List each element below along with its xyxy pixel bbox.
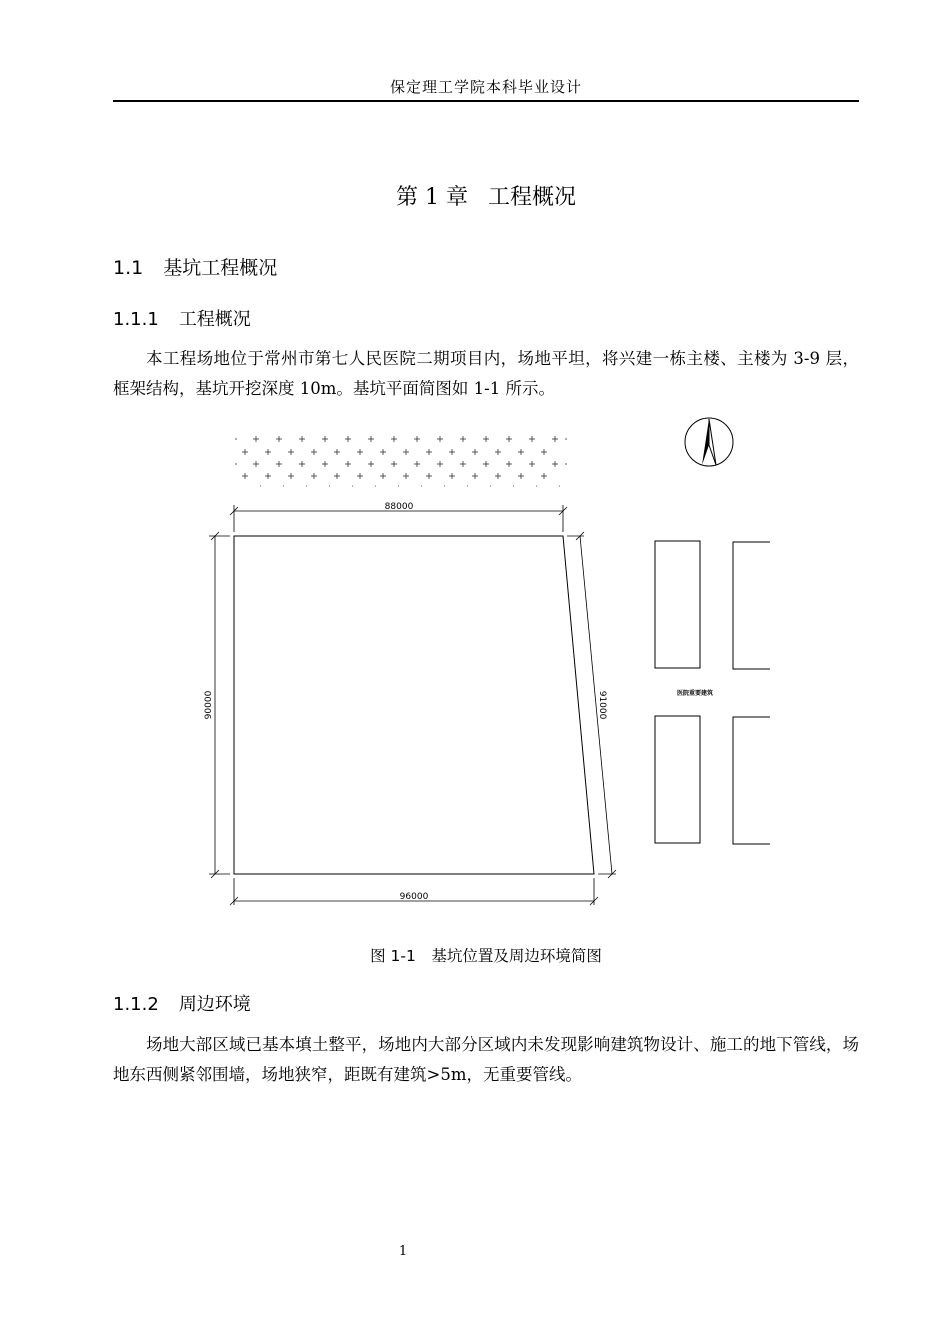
section-number: 1.1.1 (113, 309, 159, 330)
section-heading-1-1-2 (113, 990, 251, 1016)
section-title: 工程概况 (178, 309, 251, 330)
section-heading-1-1-1 (113, 305, 251, 331)
figure-caption: 图 1-1 基坑位置及周边环境简图 (370, 947, 602, 965)
paragraph-overview: 本工程场地位于常州市第七人民医院二期项目内，场地平坦，将兴建一栋主楼、主楼为 3-9 层，框架结构，基坑开挖深度 10m。基坑平面简图如 1-1 所示。 (113, 349, 859, 398)
section-number: 1.1.2 (113, 994, 159, 1015)
header-rule (113, 100, 859, 102)
page-header: 保定理工学院本科毕业设计 (389, 78, 582, 96)
dimension-right (567, 532, 616, 878)
buildings-label: 医院重要建筑 (676, 690, 714, 697)
dimension-right-label: 91000 (597, 690, 607, 720)
page-number: 1 (398, 1244, 408, 1259)
building-block (655, 541, 700, 668)
building-block (655, 716, 700, 843)
section-title: 周边环境 (178, 994, 251, 1015)
section-title: 基坑工程概况 (163, 257, 278, 279)
north-arrow-icon (685, 418, 733, 466)
site-plan-figure (190, 405, 770, 915)
pit-outline (234, 536, 594, 874)
fill-area-hatch (235, 436, 567, 486)
dimension-bottom-label: 96000 (399, 892, 429, 902)
section-heading-1-1 (113, 253, 277, 280)
building-block (733, 717, 770, 844)
chapter-number: 第 1 章 (396, 185, 468, 210)
dimension-top-label: 88000 (384, 502, 414, 512)
section-number: 1.1 (113, 257, 144, 279)
dimension-left-label: 90000 (204, 690, 214, 720)
chapter-name: 工程概况 (487, 185, 576, 210)
chapter-title (113, 180, 859, 211)
building-block (733, 542, 770, 669)
paragraph-surroundings: 场地大部区域已基本填土整平，场地内大部分区域内未发现影响建筑物设计、施工的地下管线，场地东西侧紧邻围墙，场地狭窄，距既有建筑>5m，无重要管线。 (113, 1035, 859, 1084)
